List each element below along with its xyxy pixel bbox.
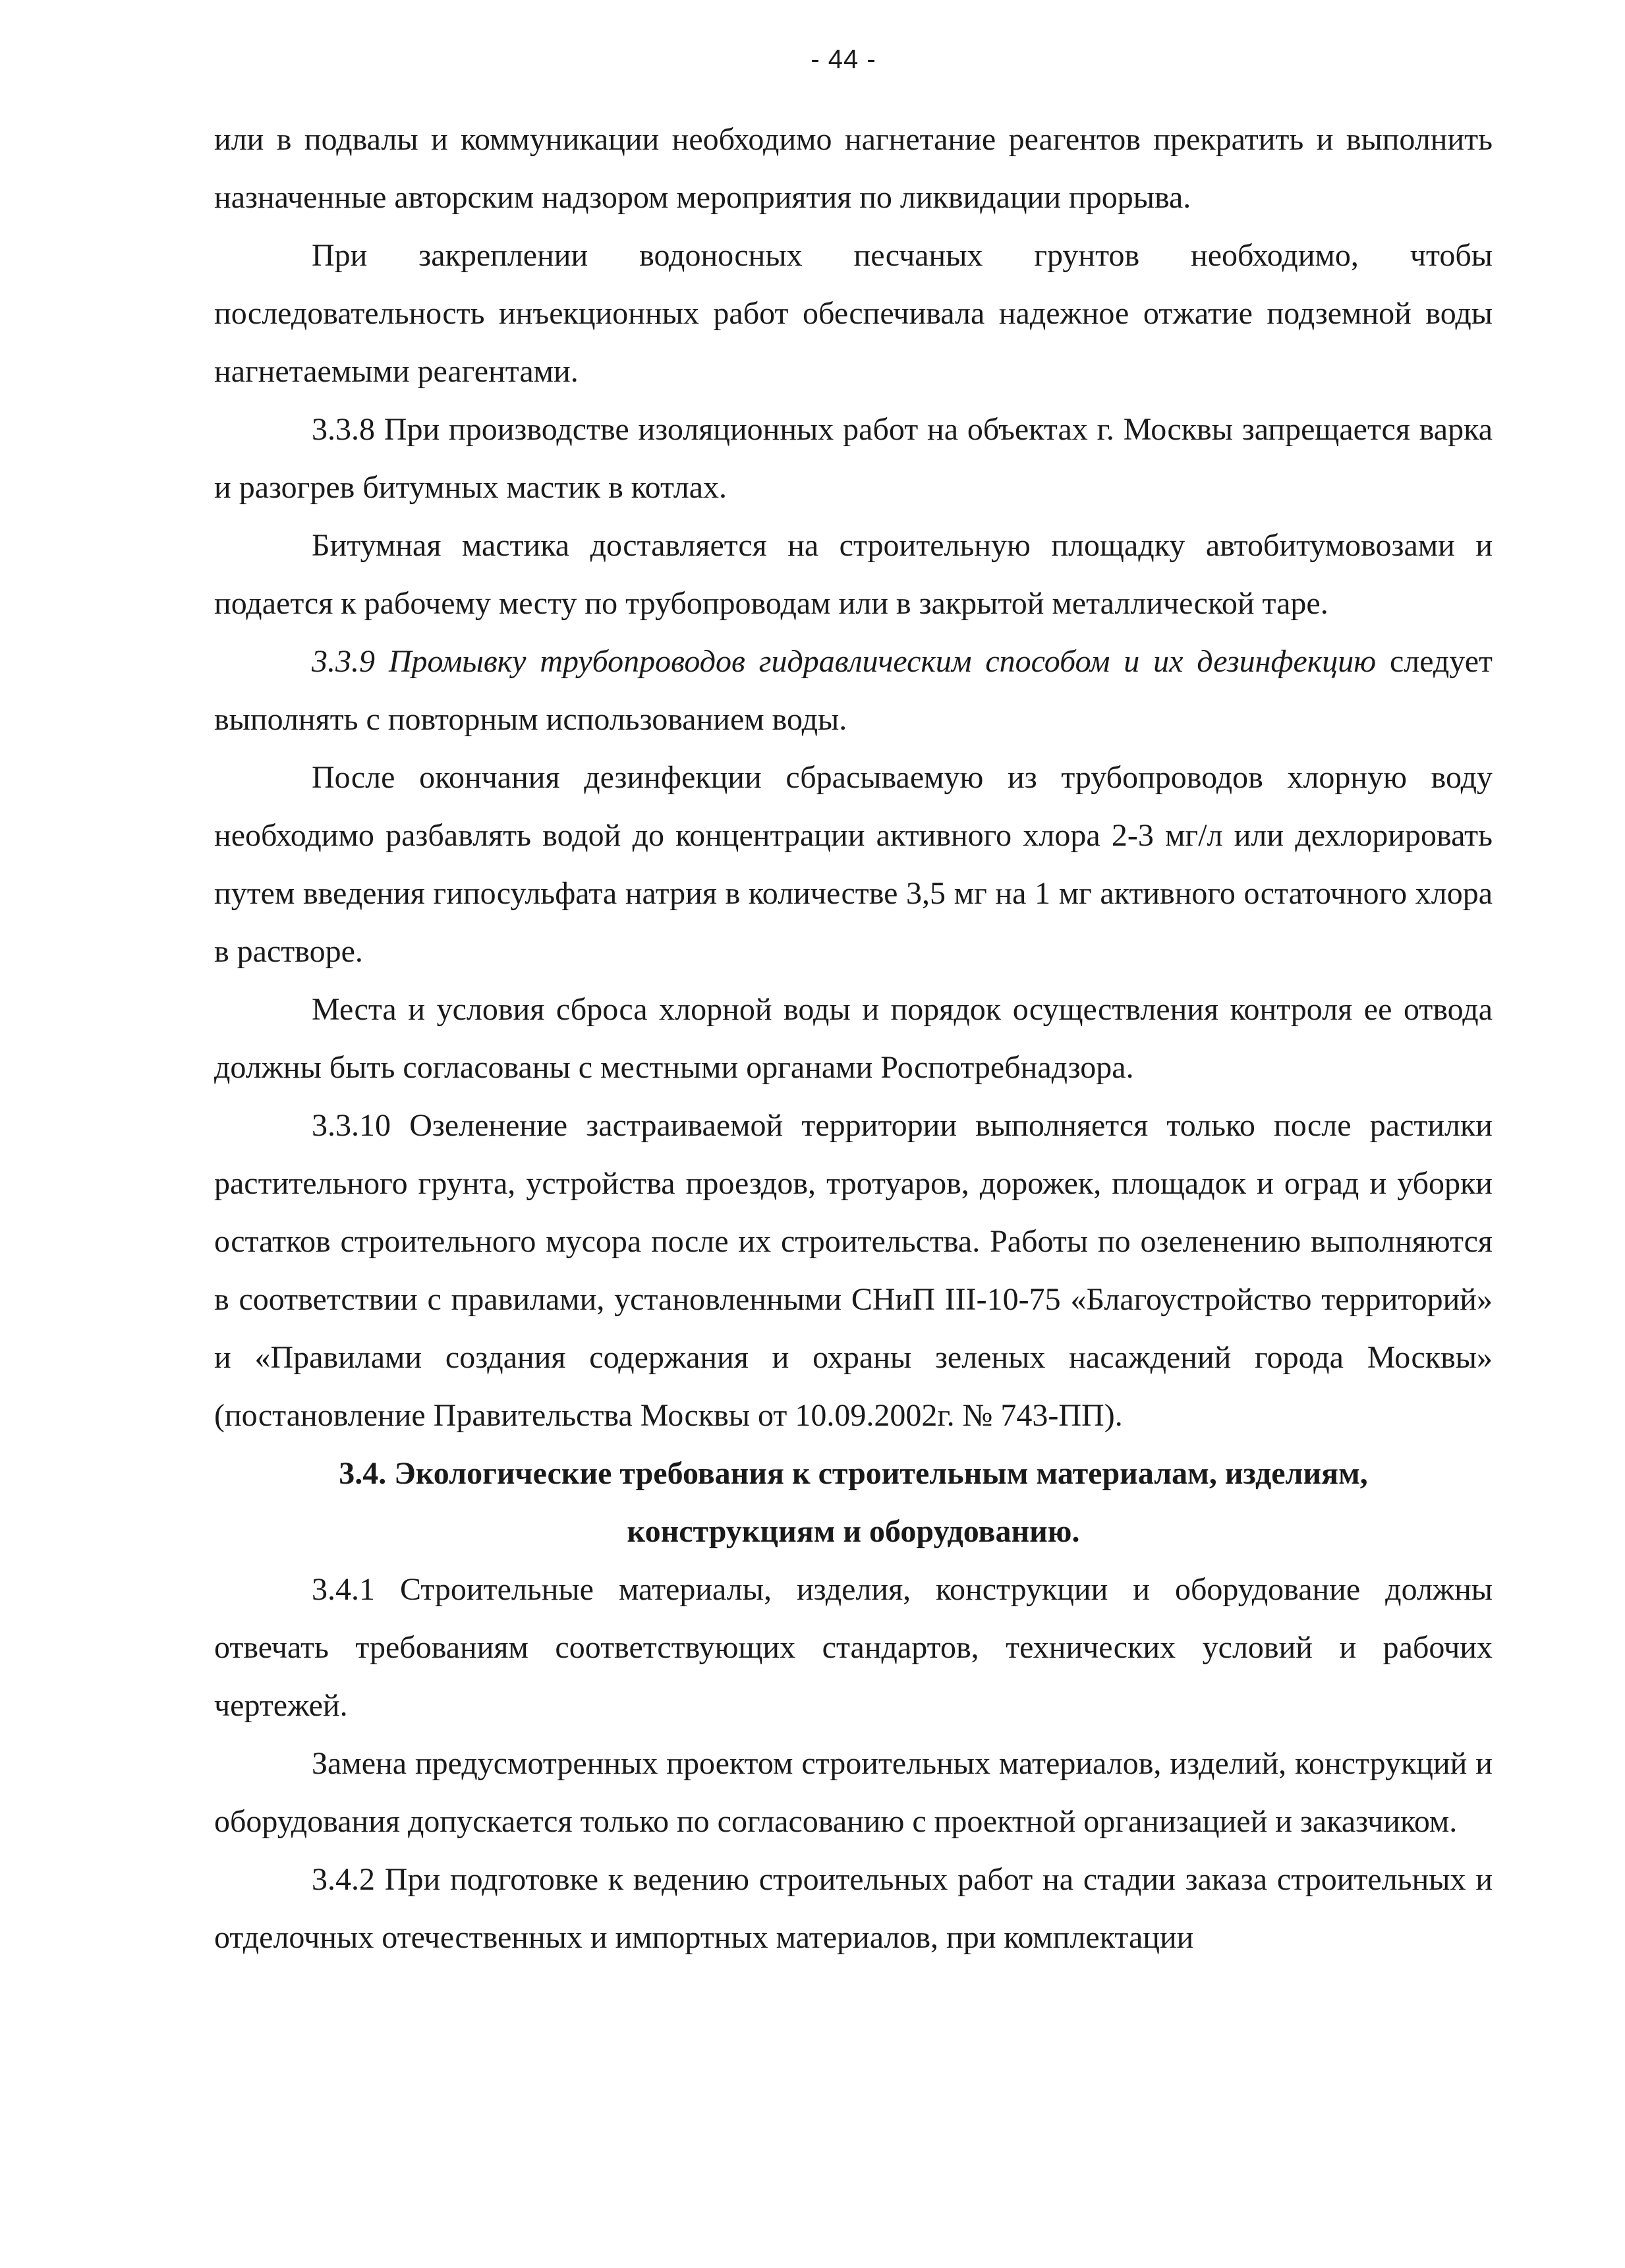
paragraph-3-4-2: 3.4.2 При подготовке к ведению строительных работ на стадии заказа строительных и отделочных отечественных и импортных материалов, при комплектации xyxy=(214,1862,1493,1955)
paragraph-3-3-9 xyxy=(214,633,1493,749)
paragraph-3-3-9-rest: следует выполнять с повторным использованием воды. xyxy=(214,644,1493,737)
paragraph-material-replacement: Замена предусмотренных проектом строительных материалов, изделий, конструкций и оборудования допускается только по согласованию с проектной организацией и заказчиком. xyxy=(214,1746,1493,1839)
paragraph-3-4-1: 3.4.1 Строительные материалы, изделия, конструкции и оборудование должны отвечать требованиям соответствующих стандартов, технических условий и рабочих чертежей. xyxy=(214,1572,1493,1723)
section-heading-line-2: конструкциям и оборудованию. xyxy=(627,1514,1080,1549)
paragraph-continued: или в подвалы и коммуникации необходимо нагнетание реагентов прекратить и выполнить назначенные авторским надзором мероприятия по ликвидации прорыва. xyxy=(214,122,1493,215)
paragraph-3-3-9-italic: 3.3.9 Промывку трубопроводов гидравлическим способом и их дезинфекцию xyxy=(312,644,1377,679)
section-heading-line-1: 3.4. Экологические требования к строительным материалам, изделиям, xyxy=(339,1456,1368,1491)
paragraph-3-3-10: 3.3.10 Озеленение застраиваемой территории выполняется только после растилки растительного грунта, устройства проездов, тротуаров, дорожек, площадок и оград и уборки остатков строительного мусора после их строительства. Работы по озеленению выполняются в соответствии с правилами, установленными СНиП III-10-75 «Благоустройство территорий» и «Правилами создания содержания и охраны зеленых насаждений города Москвы» (постановление Правительства Москвы от 10.09.2002г. № 743-ПП). xyxy=(214,1108,1493,1433)
document-body xyxy=(214,111,1493,1967)
paragraph-chlorine-dilution: После окончания дезинфекции сбрасываемую из трубопроводов хлорную воду необходимо разбавлять водой до концентрации активного хлора 2-3 мг/л или дехлорировать путем введения гипосульфата натрия в количестве 3,5 мг на 1 мг активного остаточного хлора в растворе. xyxy=(214,760,1493,969)
page-number: - 44 - xyxy=(811,45,876,74)
paragraph-aquifer-soils: При закреплении водоносных песчаных грунтов необходимо, чтобы последовательность инъекционных работ обеспечивала надежное отжатие подземной воды нагнетаемыми реагентами. xyxy=(214,238,1493,389)
paragraph-bitumen-delivery: Битумная мастика доставляется на строительную площадку автобитумовозами и подается к рабочему месту по трубопроводам или в закрытой металлической таре. xyxy=(214,528,1493,621)
paragraph-3-3-8: 3.3.8 При производстве изоляционных работ на объектах г. Москвы запрещается варка и разогрев битумных мастик в котлах. xyxy=(214,412,1493,505)
paragraph-discharge-control: Места и условия сброса хлорной воды и порядок осуществления контроля ее отвода должны быть согласованы с местными органами Роспотребнадзора. xyxy=(214,992,1493,1085)
